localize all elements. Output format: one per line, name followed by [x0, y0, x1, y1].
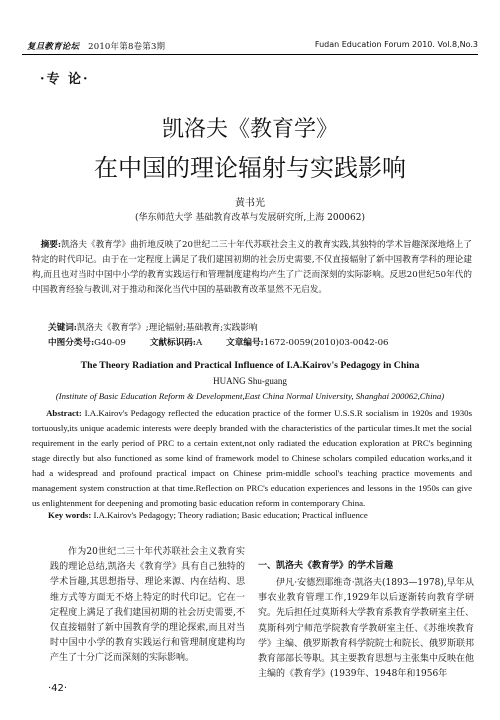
issue-label: 2010年第8卷第3期 [88, 42, 166, 52]
classification-line [48, 336, 389, 348]
english-title: The Theory Radiation and Practical Influence of I.A.Kairov's Pedagogy in China [80, 360, 420, 371]
doc-code-label: 文献标识码: [149, 338, 196, 348]
running-header-right: Fudan Education Forum 2010. Vol.8,No.3 [314, 40, 478, 49]
keywords-en-text: I.A.Kairov's Pedagogy; Theory radiation; Basic education; Practical influence [93, 510, 368, 520]
running-header-left [27, 40, 165, 52]
abstract-chinese [32, 238, 472, 298]
abstract-english [32, 406, 472, 511]
keywords-en-label: Key words: [48, 510, 92, 520]
body-paragraph-left: 作为20世纪二三十年代苏联社会主义教育实践的理论总结,凯洛夫《教育学》具有自己独特的学术旨趣,其思想指导、理论来源、内在结构、思维方式等方面无不烙上特定的时代印记。它在一定程度上满足了我们建国初期的社会历史需要,不仅直接辐射了新中国教育学的理论探索,而且对当时中国中小学的教育实践运行和管理制度建构均产生了十分广泛而深刻的实际影响。 [50, 547, 245, 664]
journal-name: 复旦教育论坛 [27, 42, 80, 52]
keywords-english [48, 510, 368, 520]
abstract-text: 凯洛夫《教育学》曲折地反映了20世纪二三十年代苏联社会主义的教育实践,其独特的学术旨趣深深地烙上了特定的时代印记。由于在一定程度上满足了我们建国初期的社会历史需要,不仅直接辐射了新中国教育学科的理论建构,而且也对当时中国中小学的教育实践运行和管理制度建构均产生了广泛而深刻的实际影响。反思20世纪50年代的中国教育经验与教训,对于推动和深化当代中国的基础教育改革显然不无启发。 [32, 240, 472, 296]
body-paragraph-right: 伊凡·安德烈耶维奇·凯洛夫(1893—1978),早年从事农业教育管理工作,1929年以后逐渐转向教育学研究。先后担任过莫斯科大学教育系教育学教研室主任、莫斯科列宁师范学院教育学教研室主任、《苏维埃教育学》主编、俄罗斯教育科学院院士和院长、俄罗斯联邦教育部部长等职。其主要教育思想与主张集中反映在他主编的《教育学》(1939年、1948年和1956年 [258, 578, 475, 680]
keywords-chinese [48, 321, 258, 333]
keywords-label: 关键词: [48, 323, 77, 333]
article-title-line-1: 凯洛夫《教育学》 [161, 117, 338, 142]
article-number-label: 文章编号: [226, 338, 264, 348]
english-author: HUANG Shu-guang [213, 376, 287, 386]
column-tag: ·专 论· [40, 72, 90, 87]
clc-label: 中图分类号: [48, 338, 95, 348]
header-divider [22, 54, 478, 55]
keywords-text: 凯洛夫《教育学》;理论辐射;基础教育;实践影响 [76, 323, 258, 333]
article-number-value: 1672-0059(2010)03-0042-06 [263, 338, 389, 348]
article-title-line-2: 在中国的理论辐射与实践影响 [94, 154, 406, 182]
page-number: ·42· [48, 683, 68, 694]
author-name: 黄书光 [235, 198, 265, 209]
doc-code-value: A [195, 338, 203, 348]
author-affiliation: (华东师范大学 基础教育改革与发展研究所,上海 200062) [135, 213, 365, 223]
clc-value: G40-09 [94, 338, 126, 348]
english-affiliation: (Institute of Basic Education Reform & Development,East China Normal University, Shanghai 200062,China) [55, 391, 445, 401]
abstract-en-label: Abstract: [46, 408, 82, 418]
abstract-label: 摘要: [40, 240, 62, 250]
abstract-en-text: I.A.Kairov's Pedagogy reflected the education practice of the former U.S.S.R socialism in 1920s and 1930s tortuously,its unique academic interests were deeply branded with the characteristics of the particular times.It met the social requirement in the early period of PRC to a certain extent,not only radiated the education exploration at PRC's beginning stage directly but also functioned as some kind of framework model to Chinese scholars compiled education works,and it had a widespread and profound practical impact on Chinese prim-middle school's teaching practice movements and management system construction at that time.Reflection on PRC's education experiences and lessons in the 1950s can give us enlightenment for deepening and promoting basic education reform in contemporary China. [32, 408, 472, 508]
section-heading: 一、凯洛夫《教育学》的学术旨趣 [258, 561, 394, 571]
